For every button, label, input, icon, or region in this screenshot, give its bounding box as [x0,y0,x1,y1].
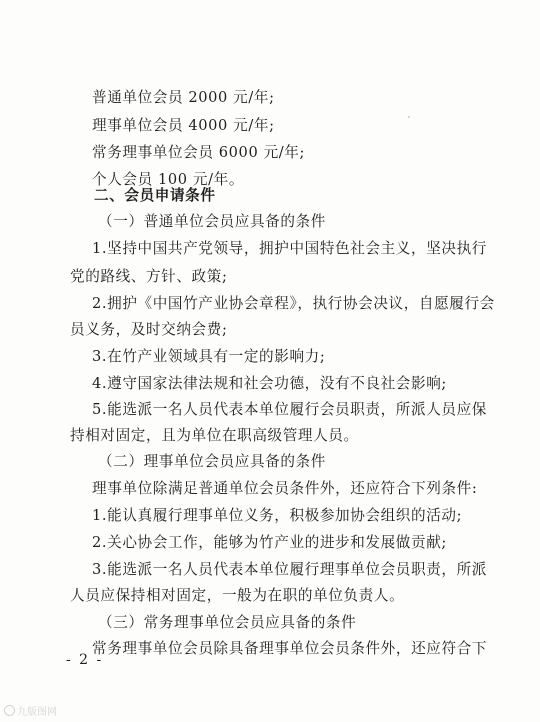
watermark [4,703,57,718]
sub1-item1-line1: 1.坚持中国共产党领导，拥护中国特色社会主义，坚决执行 [92,240,487,257]
sub1-item5-line1: 5.能选派一名人员代表本单位履行会员职责，所派人员应保 [92,401,487,418]
sub2-intro: 理事单位除满足普通单位会员条件外，还应符合下列条件: [92,480,478,497]
watermark-logo-icon [4,705,15,716]
fee-line-ordinary: 普通单位会员 2000 元/年; [92,89,275,106]
sub2-item1: 1.能认真履行理事单位义务，积极参加协会组织的活动; [92,507,463,524]
subsection-two-heading: （二）理事单位会员应具备的条件 [98,453,326,470]
fee-line-council: 理事单位会员 4000 元/年; [92,117,275,134]
sub2-item2: 2.关心协会工作，能够为竹产业的进步和发展做贡献; [92,534,447,551]
subsection-three-heading: （三）常务理事单位会员应具备的条件 [98,614,357,631]
sub2-item3-line2: 人员应保持相对固定，一般为在职的单位负责人。 [70,587,405,604]
sub3-intro: 常务理事单位会员除具备理事单位会员条件外，还应符合下 [92,640,488,657]
page-number: - 2 - [66,652,104,668]
sub1-item4: 4.遵守国家法律法规和社会功德，没有不良社会影响; [92,375,447,392]
sub1-item2-line1: 2.拥护《中国竹产业协会章程》，执行协会决议，自愿履行会 [92,295,495,312]
fee-line-individual: 个人会员 100 元/年。 [92,171,245,188]
sub1-item1-line2: 党的路线、方针、政策; [70,268,228,285]
scan-speck [408,116,410,118]
watermark-text: 九版图网 [17,707,57,718]
fee-line-standing-council: 常务理事单位会员 6000 元/年; [92,144,305,161]
sub1-item2-line2: 员义务，及时交纳会费; [70,321,228,338]
subsection-one-heading: （一）普通单位会员应具备的条件 [98,213,326,230]
sub2-item3-line1: 3.能选派一名人员代表本单位履行理事单位会员职责，所派 [92,561,487,578]
sub1-item5-line2: 持相对固定，且为单位在职高级管理人员。 [70,427,359,444]
sub1-item3: 3.在竹产业领域具有一定的影响力; [92,348,326,365]
section-two-heading: 二、会员申请条件 [94,187,216,204]
